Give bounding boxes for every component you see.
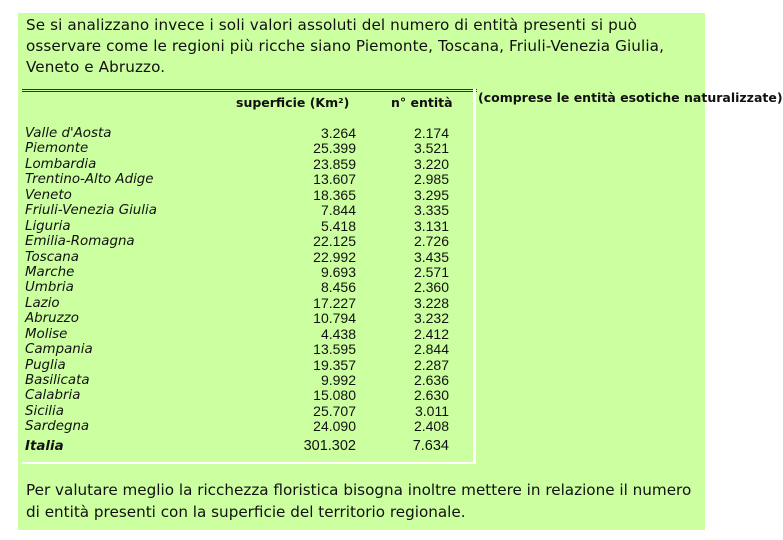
region-column [25, 126, 235, 435]
table-cell-surface: 4.438 [320, 325, 356, 342]
table-cell-surface: 19.357 [313, 356, 356, 373]
total-count: 7.634 [412, 438, 449, 454]
table-cell-region: Valle d'Aosta [25, 126, 112, 141]
surface-column [256, 126, 356, 435]
table-cell-surface: 3.264 [320, 125, 356, 141]
table-cell-region: Calabria [25, 388, 81, 404]
table-cell-region: Lombardia [25, 156, 97, 172]
table-cell-surface: 7.844 [320, 202, 356, 219]
table-cell-surface: 17.227 [313, 294, 356, 311]
table-cell-region: Trentino-Alto Adige [25, 172, 154, 188]
table-header-rule [22, 89, 477, 92]
table-cell-surface: 15.080 [313, 387, 356, 404]
table-cell-count: 2.174 [413, 125, 449, 141]
table-cell-region: Basilicata [25, 373, 90, 388]
table-cell-region: Umbria [25, 280, 74, 296]
table-cell-count: 3.228 [413, 294, 449, 311]
table-cell-region: Sardegna [25, 419, 90, 435]
table-cell-count: 2.630 [413, 387, 449, 404]
table-cell-surface: 18.365 [313, 186, 356, 203]
slide [18, 13, 783, 530]
table-cell-surface: 13.607 [313, 171, 356, 188]
table-cell-count: 3.435 [413, 248, 449, 265]
table-cell-surface: 10.794 [313, 310, 356, 327]
table-cell-region: Puglia [25, 357, 66, 373]
table-divider [473, 89, 476, 464]
table-cell-region: Abruzzo [25, 311, 79, 327]
table-cell-count: 2.571 [413, 263, 449, 280]
total-surface: 301.302 [303, 438, 356, 454]
table-cell-count: 3.220 [413, 155, 449, 172]
table-cell-count: 2.985 [413, 171, 449, 188]
outro-paragraph: Per valutare meglio la ricchezza floristica bisogna inoltre mettere in relazione il numero di entità presenti con la superficie del territorio regionale. [26, 481, 692, 521]
table-cell-count: 3.295 [413, 186, 449, 203]
table-cell-count: 2.408 [413, 418, 449, 435]
table-cell-surface: 22.992 [313, 248, 356, 265]
header-note: (comprese le entità esotiche naturalizzate) [478, 90, 783, 105]
table-cell-region: Molise [25, 326, 68, 342]
header-surface: superficie (Km²) [236, 95, 350, 110]
table-cell-count: 3.131 [413, 217, 449, 234]
table-cell-surface: 22.125 [313, 233, 356, 250]
table-cell-surface: 24.090 [313, 418, 356, 435]
table-cell-region: Marche [25, 264, 75, 280]
table-cell-count: 3.335 [413, 202, 449, 219]
table-cell-surface: 9.693 [320, 263, 356, 280]
table-cell-count: 2.636 [413, 372, 449, 388]
table-cell-surface: 9.992 [320, 372, 356, 388]
table-cell-region: Toscana [25, 249, 79, 265]
table-cell-region: Friuli-Venezia Giulia [25, 203, 157, 219]
table-bottom-line [22, 462, 476, 464]
header-count: n° entità [391, 95, 453, 110]
table-cell-count: 3.232 [413, 310, 449, 327]
table-cell-count: 2.844 [413, 341, 449, 358]
table-cell-count: 2.412 [413, 325, 449, 342]
table-cell-surface: 25.399 [313, 140, 356, 157]
table-cell-count: 3.521 [413, 140, 449, 157]
table-cell-region: Piemonte [25, 141, 89, 157]
table-cell-surface: 25.707 [313, 402, 356, 419]
table-cell-surface: 23.859 [313, 155, 356, 172]
table-cell-count: 3.011 [415, 402, 449, 419]
table-cell-surface: 8.456 [320, 279, 356, 296]
table-cell-region: Lazio [25, 295, 60, 311]
table-cell-count: 2.726 [413, 233, 449, 250]
total-region: Italia [25, 439, 64, 454]
intro-paragraph: Se si analizzano invece i soli valori assoluti del numero di entità presenti si può osservare come le regioni più ricche siano Piemonte, Toscana, Friuli-Venezia Giulia, Veneto e Abruzzo. [26, 16, 665, 76]
table-cell-region: Emilia-Romagna [25, 234, 135, 250]
table-cell-region: Campania [25, 342, 93, 358]
table-cell-surface: 5.418 [320, 217, 356, 234]
table-cell-count: 2.360 [413, 279, 449, 296]
table-cell-region: Veneto [25, 187, 72, 203]
table-cell-surface: 13.595 [313, 341, 356, 358]
table-cell-region: Sicilia [25, 403, 64, 419]
table-cell-count: 2.287 [413, 356, 449, 373]
count-column [386, 126, 449, 435]
table-cell-region: Liguria [25, 218, 71, 234]
